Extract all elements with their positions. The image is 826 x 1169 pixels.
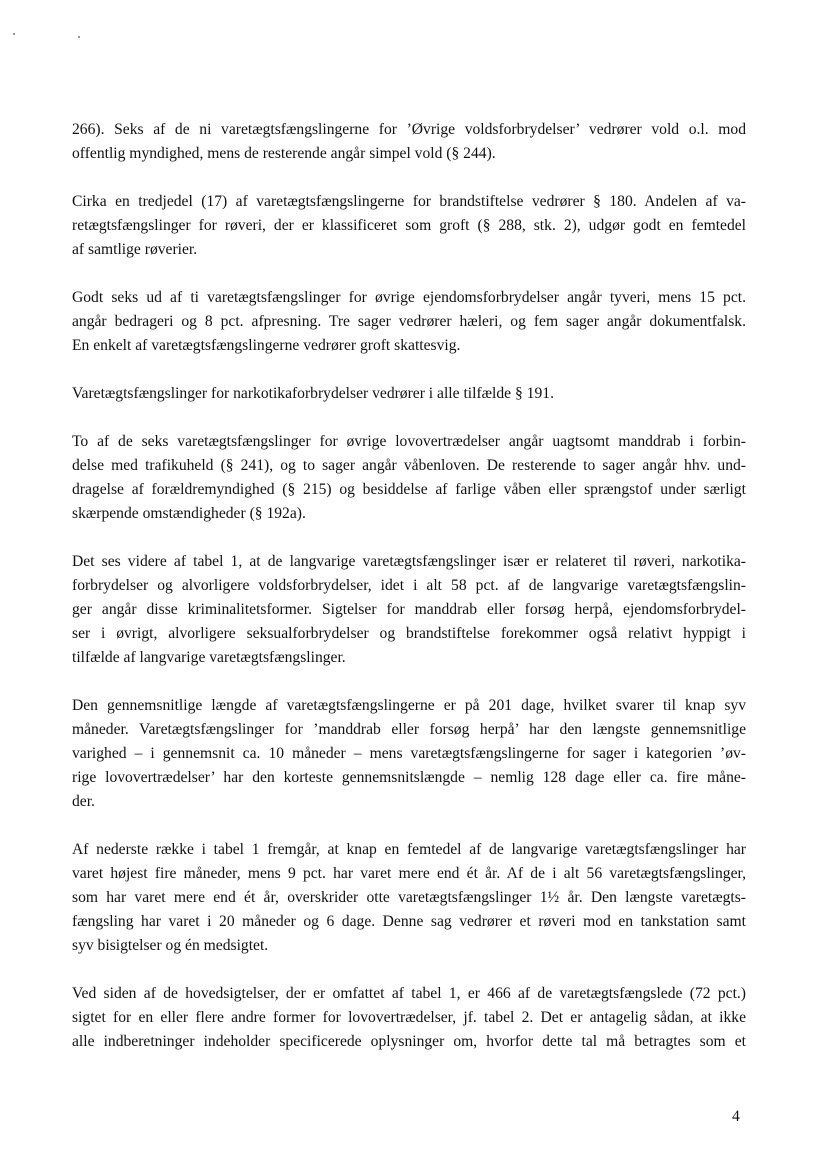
text-line: fængsling har varet i 20 måneder og 6 dage. Denne sag vedrører et røveri mod en tankstation samt xyxy=(72,913,746,930)
text-line: måneder. Varetægtsfængslinger for ’manddrab eller forsøg herpå’ har den længste gennemsnitlige xyxy=(72,721,746,738)
paragraph xyxy=(72,118,746,166)
page-number: 4 xyxy=(732,1108,740,1125)
text-line: angår bedrageri og 8 pct. afpresning. Tre sager vedrører hæleri, og fem sager angår dokumentfalsk. xyxy=(72,313,746,330)
text-line: varighed – i gennemsnit ca. 10 måneder – mens varetægtsfængslingerne for sager i kategorien ’øv- xyxy=(72,745,746,762)
paragraph xyxy=(72,694,746,814)
text-line: En enkelt af varetægtsfængslingerne vedrører groft skattesvig. xyxy=(72,337,461,354)
text-line: forbrydelser og alvorligere voldsforbrydelser, idet i alt 58 pct. af de langvarige varetægtsfængslin- xyxy=(72,577,746,594)
paragraph xyxy=(72,190,746,262)
text-line: 266). Seks af de ni varetægtsfængslingerne for ’Øvrige voldsforbrydelser’ vedrører vold o.l. mod xyxy=(72,121,746,138)
paragraph xyxy=(72,430,746,526)
text-line: alle indberetninger indeholder specificerede oplysninger om, hvorfor dette tal må betragtes som et xyxy=(72,1033,746,1050)
text-line: dragelse af forældremyndighed (§ 215) og besiddelse af farlige våben eller sprængstof under særligt xyxy=(72,481,746,498)
paragraph xyxy=(72,286,746,358)
text-line: Cirka en tredjedel (17) af varetægtsfængslingerne for brandstiftelse vedrører § 180. Andelen af va- xyxy=(72,193,746,210)
paragraph xyxy=(72,982,746,1054)
text-line: Den gennemsnitlige længde af varetægtsfængslingerne er på 201 dage, hvilket svarer til knap syv xyxy=(72,697,746,714)
text-line: Det ses videre af tabel 1, at de langvarige varetægtsfængslinger især er relateret til røveri, narkotika- xyxy=(72,553,746,570)
text-line: ser i øvrigt, alvorligere seksualforbrydelser og brandstiftelse forekommer også relativt hyppigt i xyxy=(72,625,746,642)
text-line: sigtet for en eller flere andre former for lovovertrædelser, jf. tabel 2. Det er antagelig sådan, at ikke xyxy=(72,1009,746,1026)
scan-speck xyxy=(78,36,80,38)
text-line: To af de seks varetægtsfængslinger for øvrige lovovertrædelser angår uagtsomt manddrab i forbin- xyxy=(72,433,746,450)
text-line: rige lovovertrædelser’ har den korteste gennemsnitslængde – nemlig 128 dage eller ca. fire måne- xyxy=(72,769,746,786)
text-line: som har varet mere end ét år, overskrider otte varetægtsfængslinger 1½ år. Den længste varetægts- xyxy=(72,889,746,906)
paragraph xyxy=(72,550,746,670)
text-line: syv bisigtelser og én medsigtet. xyxy=(72,937,269,954)
scan-speck xyxy=(13,33,15,35)
text-line: varet højest fire måneder, mens 9 pct. har varet mere end ét år. Af de i alt 56 varetægtsfængslinger, xyxy=(72,865,746,882)
text-line: Godt seks ud af ti varetægtsfængslinger for øvrige ejendomsforbrydelser angår tyveri, mens 15 pct. xyxy=(72,289,746,306)
text-line: Varetægtsfængslinger for narkotikaforbrydelser vedrører i alle tilfælde § 191. xyxy=(72,385,554,402)
text-line: Af nederste række i tabel 1 fremgår, at knap en femtedel af de langvarige varetægtsfængslinger har xyxy=(72,841,746,858)
text-line: delse med trafikuheld (§ 241), og to sager angår våbenloven. De resterende to sager angår hhv. und- xyxy=(72,457,746,474)
paragraph xyxy=(72,382,746,406)
text-line: offentlig myndighed, mens de resterende angår simpel vold (§ 244). xyxy=(72,145,496,162)
text-line: Ved siden af de hovedsigtelser, der er omfattet af tabel 1, er 466 af de varetægtsfængslede (72 pct.) xyxy=(72,985,746,1002)
text-line: retægtsfængslinger for røveri, der er klassificeret som groft (§ 288, stk. 2), udgør godt en femtedel xyxy=(72,217,746,234)
text-line: ger angår disse kriminalitetsformer. Sigtelser for manddrab eller forsøg herpå, ejendomsforbrydel- xyxy=(72,601,746,618)
text-line: af samtlige røverier. xyxy=(72,241,198,258)
paragraph xyxy=(72,838,746,958)
text-line: tilfælde af langvarige varetægtsfængslinger. xyxy=(72,649,346,666)
text-line: der. xyxy=(72,793,95,810)
document-body xyxy=(72,118,746,1078)
text-line: skærpende omstændigheder (§ 192a). xyxy=(72,505,306,522)
